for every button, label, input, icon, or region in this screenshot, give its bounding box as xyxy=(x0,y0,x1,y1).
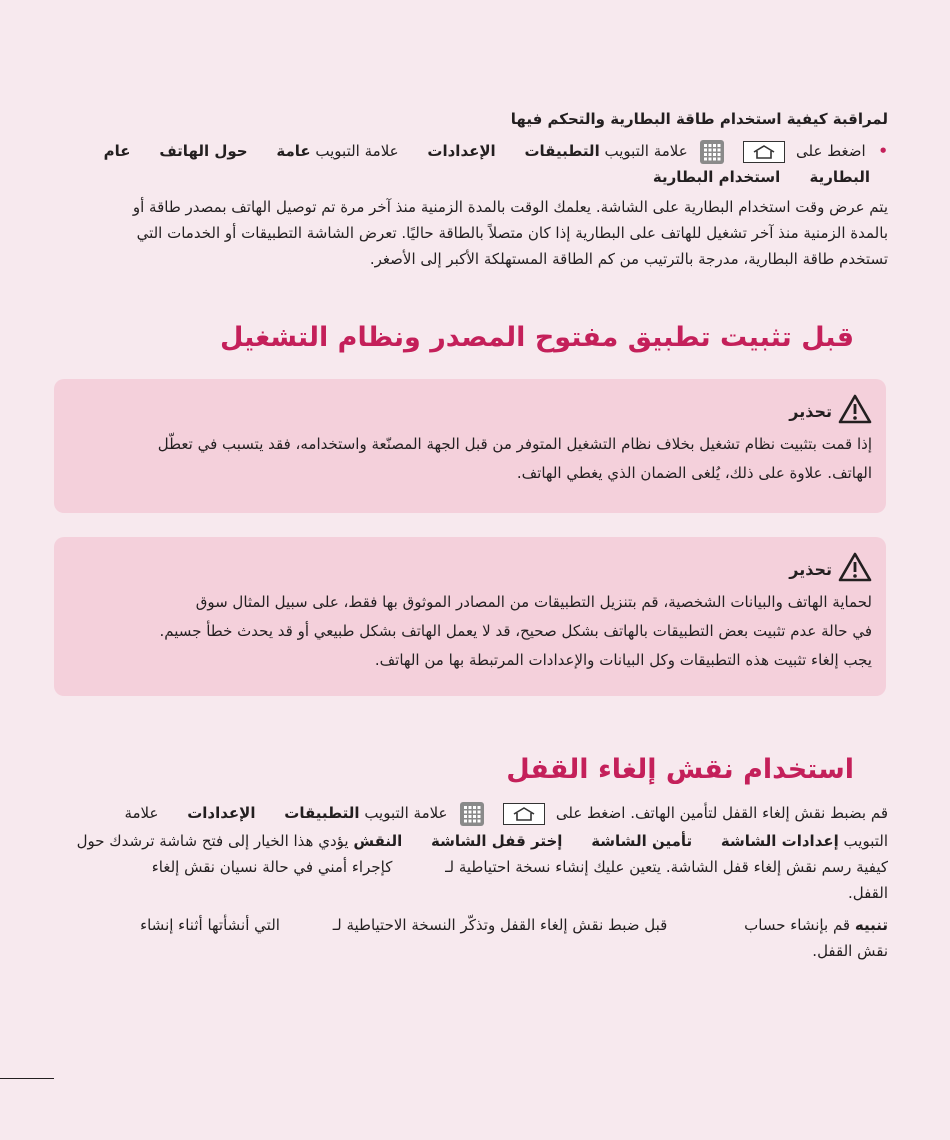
unlock-text: كإجراء أمني في حالة نسيان نقش إلغاء xyxy=(151,858,393,876)
battery-section xyxy=(58,106,888,272)
unlock-note-line: نقش القفل. xyxy=(812,942,888,960)
warning-header xyxy=(70,394,872,428)
bullet-tab-text: علامة التبويب xyxy=(604,142,688,160)
battery-desc-line: تستخدم طاقة البطارية، مدرجة بالترتيب من كم الطاقة المستهلكة الأكبر إلى الأصغر. xyxy=(369,250,888,268)
battery-desc-line: بالمدة الزمنية منذ آخر تشغيل للهاتف على البطارية إذا كان متصلاً بالطاقة حاليًا. تعرض الشاشة التطبيقات أو الخدمات التي xyxy=(136,224,888,242)
apps-grid-icon xyxy=(460,802,484,826)
unlock-line-1 xyxy=(58,800,888,826)
unlock-text: علامة xyxy=(124,804,159,822)
unlock-apps-label: التطبيقات xyxy=(284,804,360,822)
warning-triangle-icon xyxy=(838,394,872,428)
warning-line: يجب إلغاء تثبيت هذه التطبيقات وكل البيانات والإعدادات المرتبطة بها من الهاتف. xyxy=(374,651,872,669)
unlock-settings-label: الإعدادات xyxy=(187,804,256,822)
unlock-note-line xyxy=(58,912,888,938)
bullet-battery-label: البطارية xyxy=(809,168,870,186)
note-text: التي أنشأتها أثناء إنشاء xyxy=(140,916,280,934)
unlock-line-2 xyxy=(58,828,888,854)
battery-bullet xyxy=(58,138,888,164)
warning-box xyxy=(54,537,886,696)
unlock-note xyxy=(58,912,888,964)
unlock-pattern-label: النقش xyxy=(353,832,403,850)
unlock-text: يؤدي هذا الخيار إلى فتح شاشة ترشدك حول xyxy=(76,832,349,850)
warning-header xyxy=(70,552,872,586)
battery-desc-line: يتم عرض وقت استخدام البطارية على الشاشة. يعلمك الوقت بالمدة الزمنية منذ آخر مرة تم توصيل الهاتف بمصدر طاقة أو xyxy=(132,198,888,216)
warning-line: لحماية الهاتف والبيانات الشخصية، قم بتنزيل التطبيقات من المصادر الموثوق بها فقط، على سبيل المثال سوق xyxy=(195,593,872,611)
home-key-icon xyxy=(743,141,785,163)
note-label: تنبيه xyxy=(854,916,888,934)
note-text: قم بإنشاء حساب xyxy=(744,916,851,934)
warning-text xyxy=(70,430,872,488)
battery-bullet-line2 xyxy=(58,164,888,190)
unlock-section xyxy=(58,800,888,964)
unlock-paragraph xyxy=(58,800,888,906)
battery-description xyxy=(58,194,888,272)
home-key-icon xyxy=(503,803,545,825)
unlock-select-label: إختر قفل الشاشة xyxy=(431,832,563,850)
bullet-about-label: حول الهاتف xyxy=(159,142,248,160)
bullet-settings-label: الإعدادات xyxy=(427,142,496,160)
unlock-secure-label: تأمين الشاشة xyxy=(591,832,693,850)
warning-line: في حالة عدم تثبيت بعض التطبيقات بالهاتف بشكل صحيح، قد لا يعمل الهاتف بشكل طبيعي أو قد يحدث خطأ جسيم. xyxy=(159,622,872,640)
unlock-display-label: إعدادات الشاشة xyxy=(720,832,839,850)
note-text: قبل ضبط نقش إلغاء القفل وتذكّر النسخة الاحتياطية لـ xyxy=(332,916,668,934)
battery-heading: لمراقبة كيفية استخدام طاقة البطارية والتحكم فيها xyxy=(510,110,888,128)
unlock-text: كيفية رسم نقش إلغاء قفل الشاشة. يتعين عليك إنشاء نسخة احتياطية لـ xyxy=(445,858,888,876)
bullet-general-label: عامة xyxy=(276,142,311,160)
unlock-text: التبويب xyxy=(843,832,888,850)
warning-label: تحذير xyxy=(789,559,832,579)
apps-grid-icon xyxy=(700,140,724,164)
unlock-line-3 xyxy=(58,854,888,880)
bullet-general2-label: عام xyxy=(103,142,131,160)
bullet-usage-label: استخدام البطارية xyxy=(652,168,781,186)
unlock-text: علامة التبويب xyxy=(364,804,448,822)
bullet-apps-label: التطبيقات xyxy=(524,142,600,160)
unlock-text: قم بضبط نقش إلغاء القفل لتأمين الهاتف. اضغط على xyxy=(555,804,888,822)
warning-triangle-icon xyxy=(838,552,872,586)
footer-rule xyxy=(0,1078,54,1079)
warning-text xyxy=(70,588,872,675)
unlock-line-4: القفل. xyxy=(847,884,888,902)
warning-line: الهاتف. علاوة على ذلك، يُلغى الضمان الذي يغطي الهاتف. xyxy=(516,464,872,482)
bullet-press-text: اضغط على xyxy=(796,142,866,160)
bullet-dot: • xyxy=(878,142,888,160)
section-title-unlock: استخدام نقش إلغاء القفل xyxy=(506,754,854,785)
section-title-os: قبل تثبيت تطبيق مفتوح المصدر ونظام التشغيل xyxy=(220,322,854,353)
warning-label: تحذير xyxy=(789,401,832,421)
warning-box xyxy=(54,379,886,513)
bullet-tab2-text: علامة التبويب xyxy=(315,142,399,160)
warning-line: إذا قمت بتثبيت نظام تشغيل بخلاف نظام التشغيل المتوفر من قبل الجهة المصنّعة واستخدامه، فقد يتسبب في تعطّل xyxy=(157,435,872,453)
